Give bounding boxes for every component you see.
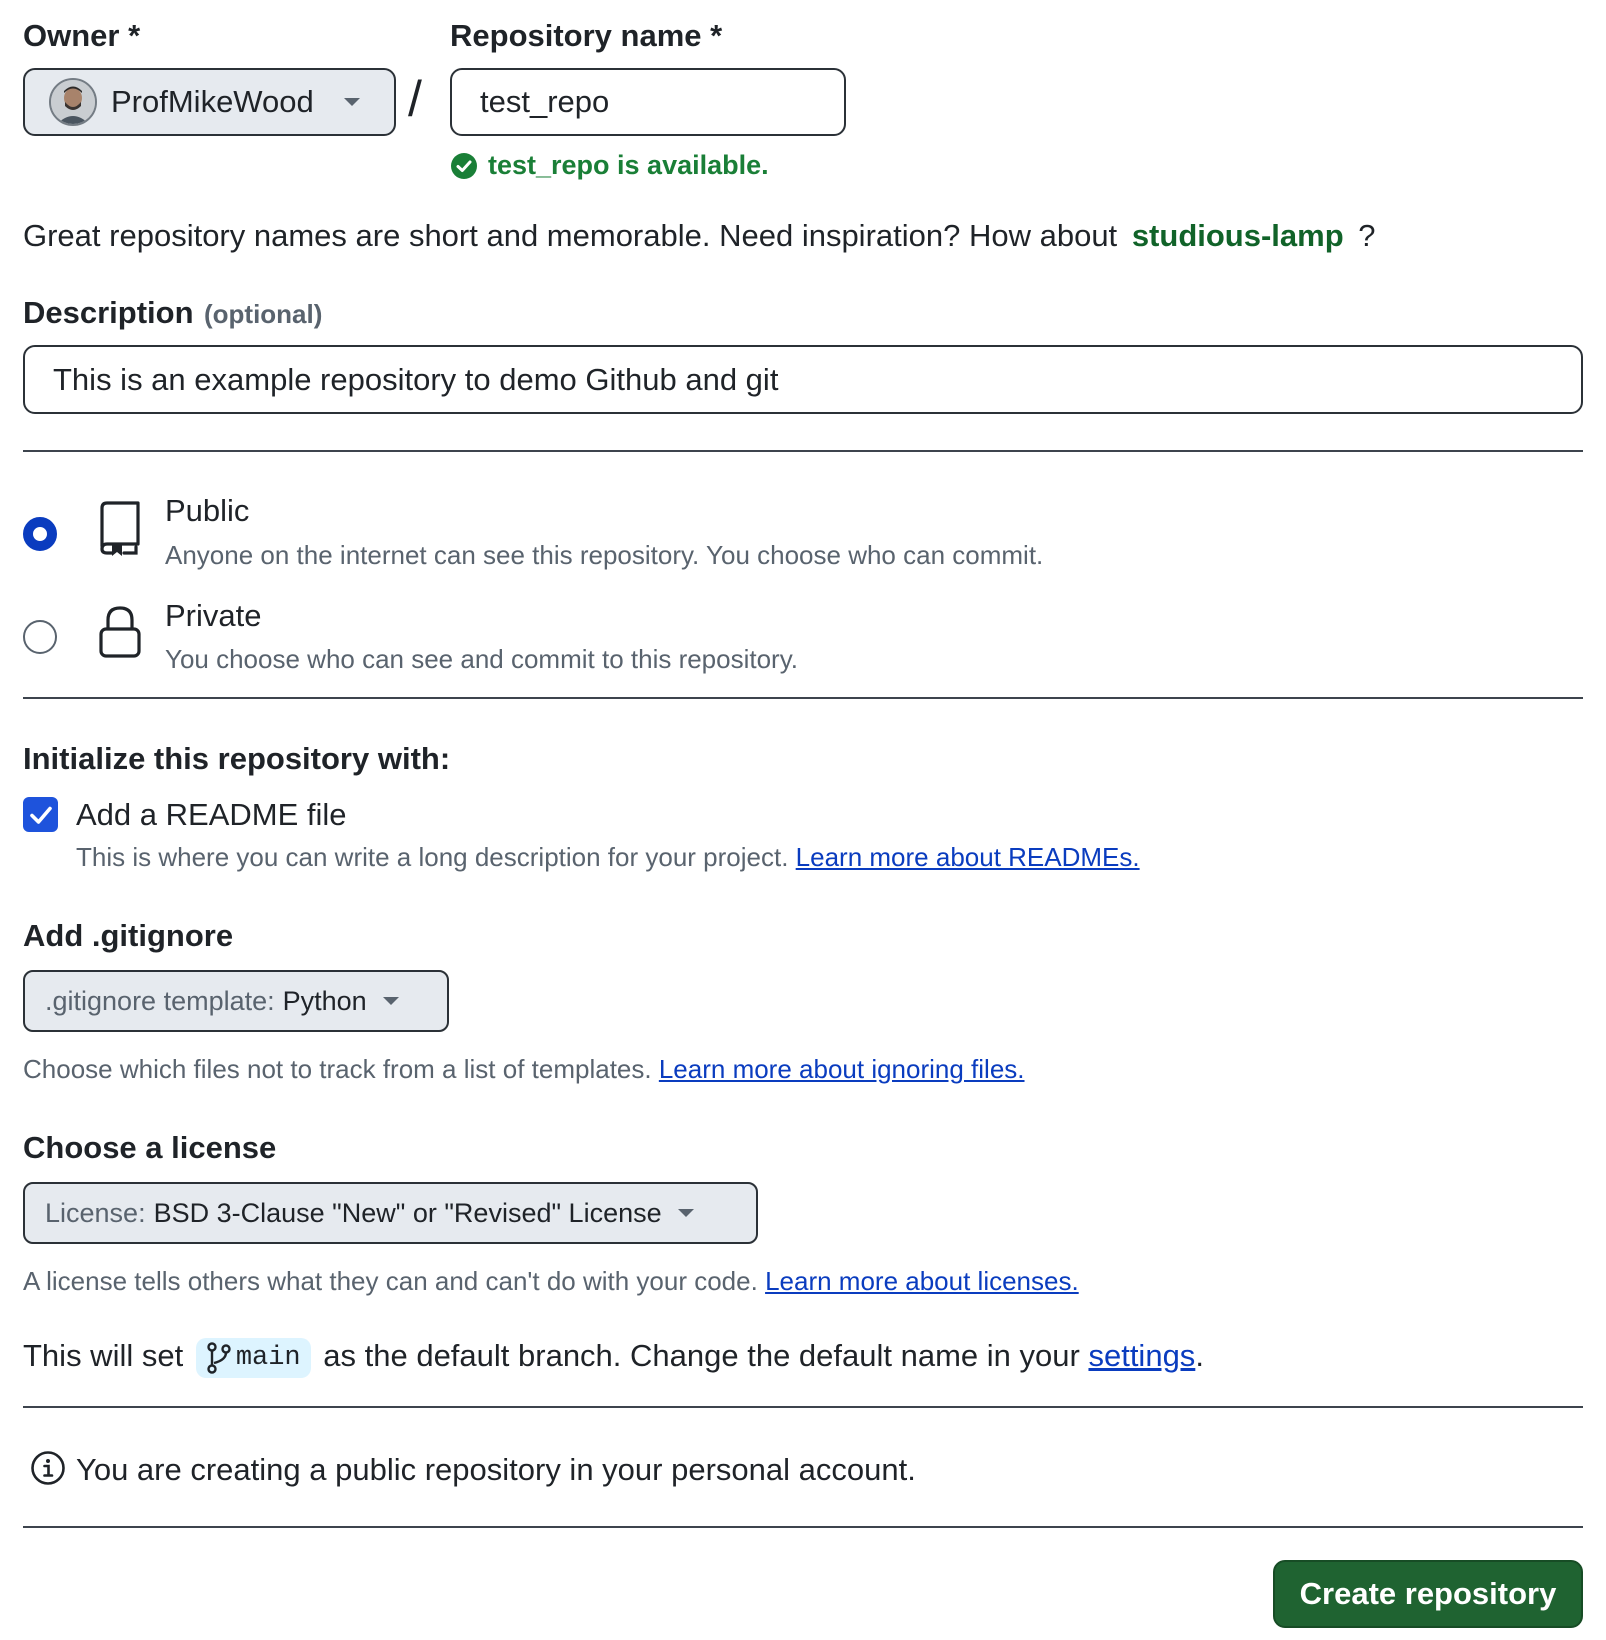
readme-help xyxy=(76,842,1140,873)
branch-name: main xyxy=(235,1343,301,1373)
gitignore-value: Python xyxy=(282,985,367,1016)
repo-icon xyxy=(98,500,142,556)
divider xyxy=(23,697,1583,699)
create-repository-button[interactable]: Create repository xyxy=(1273,1560,1583,1628)
learn-readmes-link[interactable]: Learn more about READMEs. xyxy=(795,842,1140,872)
lock-icon xyxy=(98,605,142,659)
suggested-name-link[interactable]: studious-lamp xyxy=(1131,218,1344,253)
owner-label: Owner * xyxy=(23,18,141,53)
divider xyxy=(23,1526,1583,1528)
owner-name: ProfMikeWood xyxy=(111,84,314,119)
gitignore-prefix: .gitignore template: xyxy=(45,985,275,1016)
default-branch-note xyxy=(23,1338,1204,1378)
private-label: Private xyxy=(165,598,262,633)
license-heading: Choose a license xyxy=(23,1130,277,1165)
public-description: Anyone on the internet can see this repository. You choose who can commit. xyxy=(165,540,1044,570)
gitignore-help xyxy=(23,1054,1025,1085)
license-help xyxy=(23,1266,1079,1297)
repo-name-input[interactable] xyxy=(450,68,846,136)
suggestion-suffix: ? xyxy=(1358,218,1376,253)
license-value: BSD 3-Clause "New" or "Revised" License xyxy=(153,1197,662,1228)
initialize-heading: Initialize this repository with: xyxy=(23,741,451,776)
readme-description: This is where you can write a long description for your project. xyxy=(76,842,789,872)
learn-ignoring-link[interactable]: Learn more about ignoring files. xyxy=(658,1054,1025,1084)
name-suggestion xyxy=(23,218,1376,254)
repo-name-label: Repository name * xyxy=(450,18,723,53)
branch-text-end: . xyxy=(1195,1338,1204,1374)
license-select[interactable] xyxy=(23,1182,758,1244)
info-icon xyxy=(30,1450,66,1486)
gitignore-heading: Add .gitignore xyxy=(23,918,234,953)
chevron-down-icon xyxy=(344,98,360,106)
private-radio[interactable] xyxy=(23,620,57,654)
learn-licenses-link[interactable]: Learn more about licenses. xyxy=(765,1266,1079,1296)
avatar xyxy=(49,78,97,126)
branch-text-before: This will set xyxy=(23,1338,184,1374)
license-prefix: License: xyxy=(45,1197,146,1228)
settings-link[interactable]: settings xyxy=(1088,1338,1196,1374)
public-notice: You are creating a public repository in your personal account. xyxy=(76,1452,916,1487)
check-circle-icon xyxy=(450,152,478,180)
readme-checkbox[interactable] xyxy=(23,797,58,832)
public-label: Public xyxy=(165,493,250,528)
description-label: Description (optional) xyxy=(23,295,323,330)
divider xyxy=(23,1406,1583,1408)
gitignore-select[interactable] xyxy=(23,970,449,1032)
slash-separator: / xyxy=(408,71,422,127)
gitignore-description: Choose which files not to track from a list of templates. xyxy=(23,1054,652,1084)
public-radio[interactable] xyxy=(23,517,57,551)
availability-status xyxy=(450,150,769,181)
git-branch-icon xyxy=(206,1342,232,1374)
availability-text: test_repo is available. xyxy=(488,150,769,180)
suggestion-text: Great repository names are short and memorable. Need inspiration? How about xyxy=(23,218,1118,253)
chevron-down-icon xyxy=(383,997,399,1005)
license-description: A license tells others what they can and can't do with your code. xyxy=(23,1266,758,1296)
owner-select[interactable] xyxy=(23,68,396,136)
private-description: You choose who can see and commit to this repository. xyxy=(165,644,799,674)
chevron-down-icon xyxy=(678,1209,694,1217)
checkmark-icon xyxy=(28,802,54,828)
description-input[interactable] xyxy=(23,345,1583,414)
readme-label: Add a README file xyxy=(76,797,347,832)
divider xyxy=(23,450,1583,452)
branch-text-after: as the default branch. Change the default name in your xyxy=(323,1338,1080,1374)
branch-chip xyxy=(196,1338,311,1378)
